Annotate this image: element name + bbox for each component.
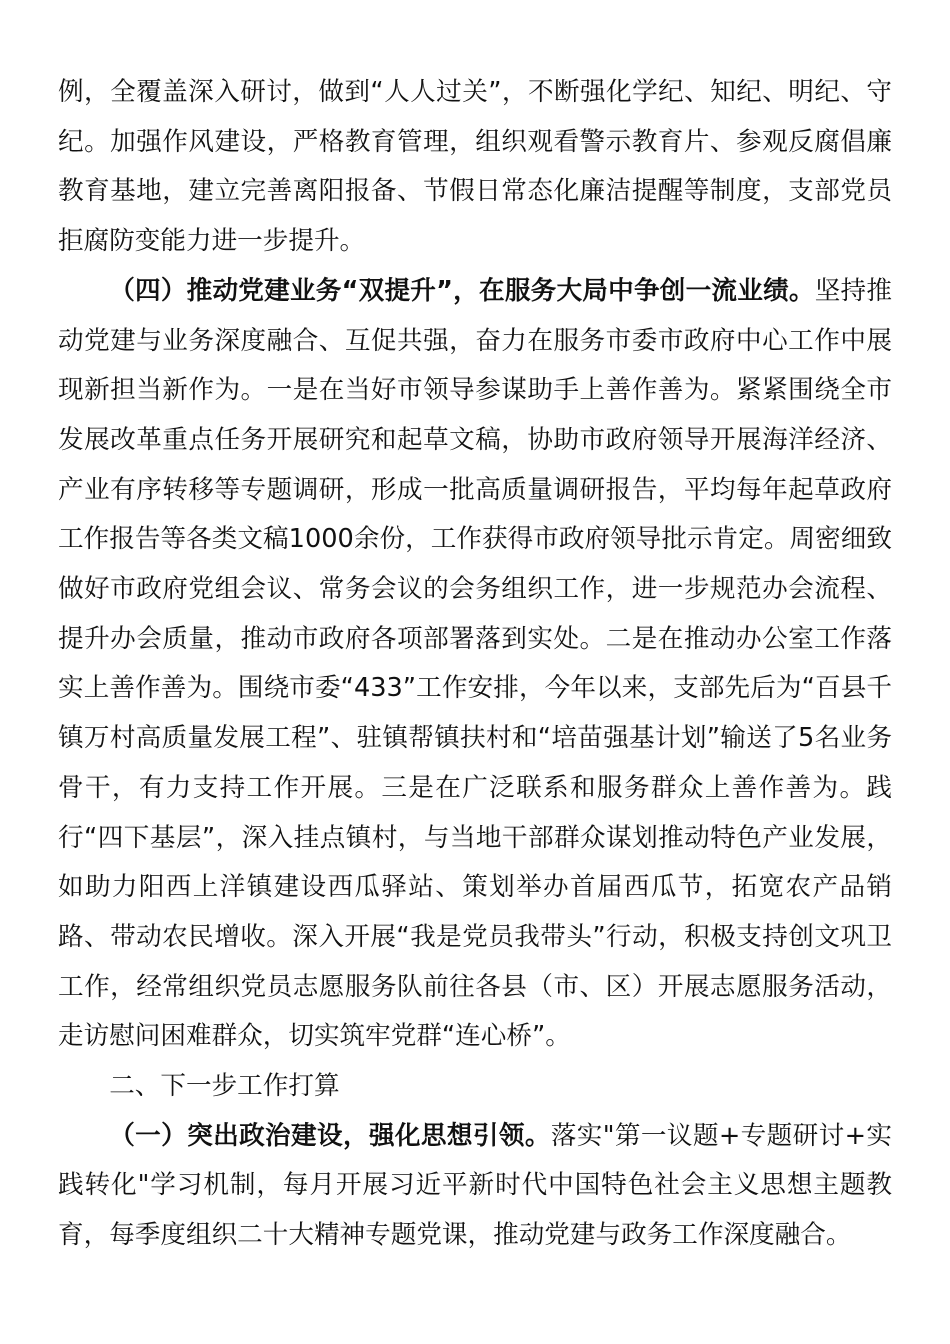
section-title-next-steps	[58, 1062, 892, 1112]
document-page	[58, 68, 892, 1261]
paragraph-continuation	[58, 68, 892, 267]
section-heading: （四）推动党建业务“双提升”，在服务大局中争创一流业绩。	[109, 275, 815, 306]
paragraph-subsection-one	[58, 1112, 892, 1261]
paragraph-text: 坚持推动党建与业务深度融合、互促共强，奋力在服务市委市政府中心工作中展现新担当新作为。一是在当好市领导参谋助手上善作善为。紧紧围绕全市发展改革重点任务开展研究和起草文稿，协助市政府领导开展海洋经济、产业有序转移等专题调研，形成一批高质量调研报告，平均每年起草政府工作报告等各类文稿1000余份，工作获得市政府领导批示肯定。周密细致做好市政府党组会议、常务会议的会务组织工作，进一步规范办会流程、提升办会质量，推动市政府各项部署落到实处。二是在推动办公室工作落实上善作善为。围绕市委“433”工作安排，今年以来，支部先后为“百县千镇万村高质量发展工程”、驻镇帮镇扶村和“培苗强基计划”输送了5名业务骨干，有力支持工作开展。三是在广泛联系和服务群众上善作善为。践行“四下基层”，深入挂点镇村，与当地干部群众谋划推动特色产业发展，如助力阳西上洋镇建设西瓜驿站、策划举办首届西瓜节，拓宽农产品销路、带动农民增收。深入开展“我是党员我带头”行动，积极支持创文巩卫工作，经常组织党员志愿服务队前往各县（市、区）开展志愿服务活动，走访慰问困难群众，切实筑牢党群“连心桥”。	[58, 275, 892, 1052]
section-heading: （一）突出政治建设，强化思想引领。	[109, 1120, 551, 1151]
paragraph-text: 落实"第一议题+专题研讨+实践转化"学习机制，每月开展习近平新时代中国特色社会主义思想主题教育，每季度组织二十大精神专题党课，推动党建与政务工作深度融合。	[58, 1120, 892, 1251]
section-title-text: 二、下一步工作打算	[109, 1071, 340, 1102]
paragraph-text: 例，全覆盖深入研讨，做到“人人过关”，不断强化学纪、知纪、明纪、守纪。加强作风建设，严格教育管理，组织观看警示教育片、参观反腐倡廉教育基地，建立完善离阳报备、节假日常态化廉洁提醒等制度，支部党员拒腐防变能力进一步提升。	[58, 77, 892, 257]
paragraph-section-four	[58, 267, 892, 1062]
